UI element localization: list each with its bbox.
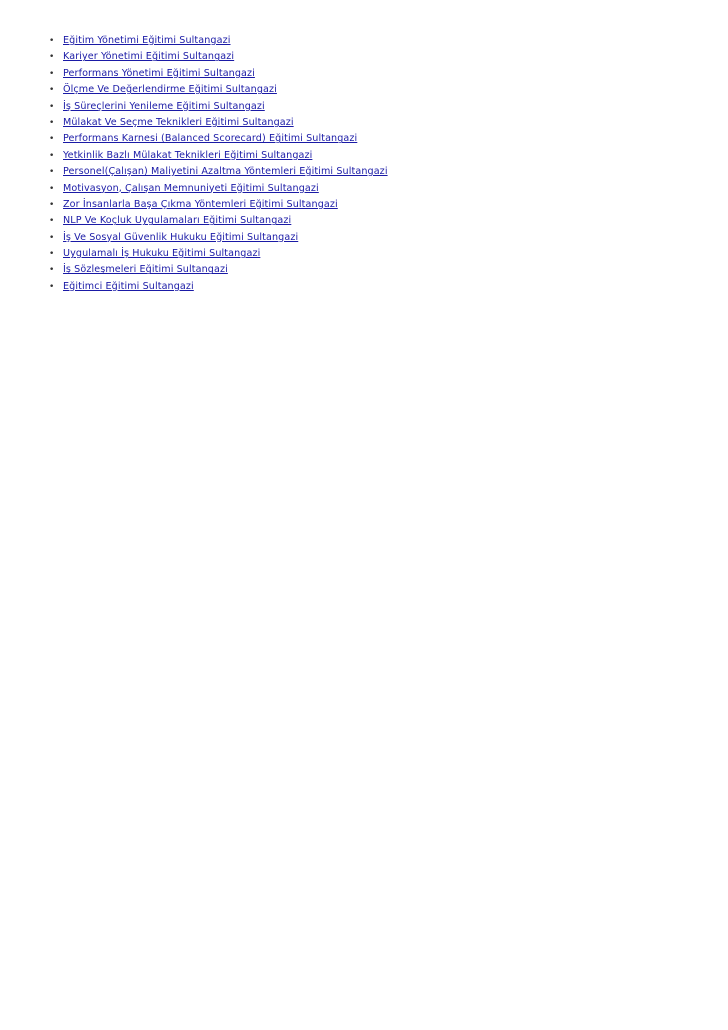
bullet-icon: • <box>49 281 55 292</box>
bullet-icon: • <box>49 249 55 260</box>
bullet-icon: • <box>49 134 55 145</box>
bullet-icon: • <box>49 167 55 178</box>
training-link[interactable]: Mülakat Ve Seçme Teknikleri Eğitimi Sultangazi <box>63 116 294 128</box>
bullet-icon: • <box>49 101 55 112</box>
bullet-icon: • <box>49 265 55 276</box>
bullet-icon: • <box>49 52 55 63</box>
training-link[interactable]: Zor İnsanlarla Başa Çıkma Yöntemleri Eğitimi Sultangazi <box>63 198 338 210</box>
training-link[interactable]: Uygulamalı İş Hukuku Eğitimi Sultangazi <box>63 248 261 260</box>
training-link[interactable]: Personel(Çalışan) Maliyetini Azaltma Yöntemleri Eğitimi Sultangazi <box>63 166 388 178</box>
bullet-icon: • <box>49 36 55 46</box>
training-link[interactable]: Eğitim Yönetimi Eğitimi Sultangazi <box>63 35 231 46</box>
training-link[interactable]: Yetkinlik Bazlı Mülakat Teknikleri Eğitimi Sultangazi <box>63 149 313 161</box>
bullet-icon: • <box>49 199 55 210</box>
training-link[interactable]: Ölçme Ve Değerlendirme Eğitimi Sultangazi <box>63 84 277 96</box>
bullet-icon: • <box>49 183 55 194</box>
bullet-icon: • <box>49 68 55 79</box>
training-link[interactable]: Performans Karnesi (Balanced Scorecard) Eğitimi Sultangazi <box>63 133 358 145</box>
bullet-icon: • <box>49 232 55 243</box>
training-link[interactable]: NLP Ve Koçluk Uygulamaları Eğitimi Sultangazi <box>63 215 292 227</box>
training-link[interactable]: İş Süreçlerini Yenileme Eğitimi Sultangazi <box>63 100 265 112</box>
training-link[interactable]: Motivasyon, Çalışan Memnuniyeti Eğitimi Sultangazi <box>63 182 319 194</box>
training-link[interactable]: İş Sözleşmeleri Eğitimi Sultangazi <box>63 264 228 276</box>
bullet-icon: • <box>49 216 55 227</box>
training-link[interactable]: İş Ve Sosyal Güvenlik Hukuku Eğitimi Sultangazi <box>63 231 299 243</box>
bullet-icon: • <box>49 85 55 96</box>
training-link[interactable]: Kariyer Yönetimi Eğitimi Sultangazi <box>63 51 235 63</box>
bullet-icon: • <box>49 117 55 128</box>
bullet-icon: • <box>49 150 55 161</box>
training-link[interactable]: Performans Yönetimi Eğitimi Sultangazi <box>63 67 255 79</box>
training-link[interactable]: Eğitimci Eğitimi Sultangazi <box>63 280 194 292</box>
